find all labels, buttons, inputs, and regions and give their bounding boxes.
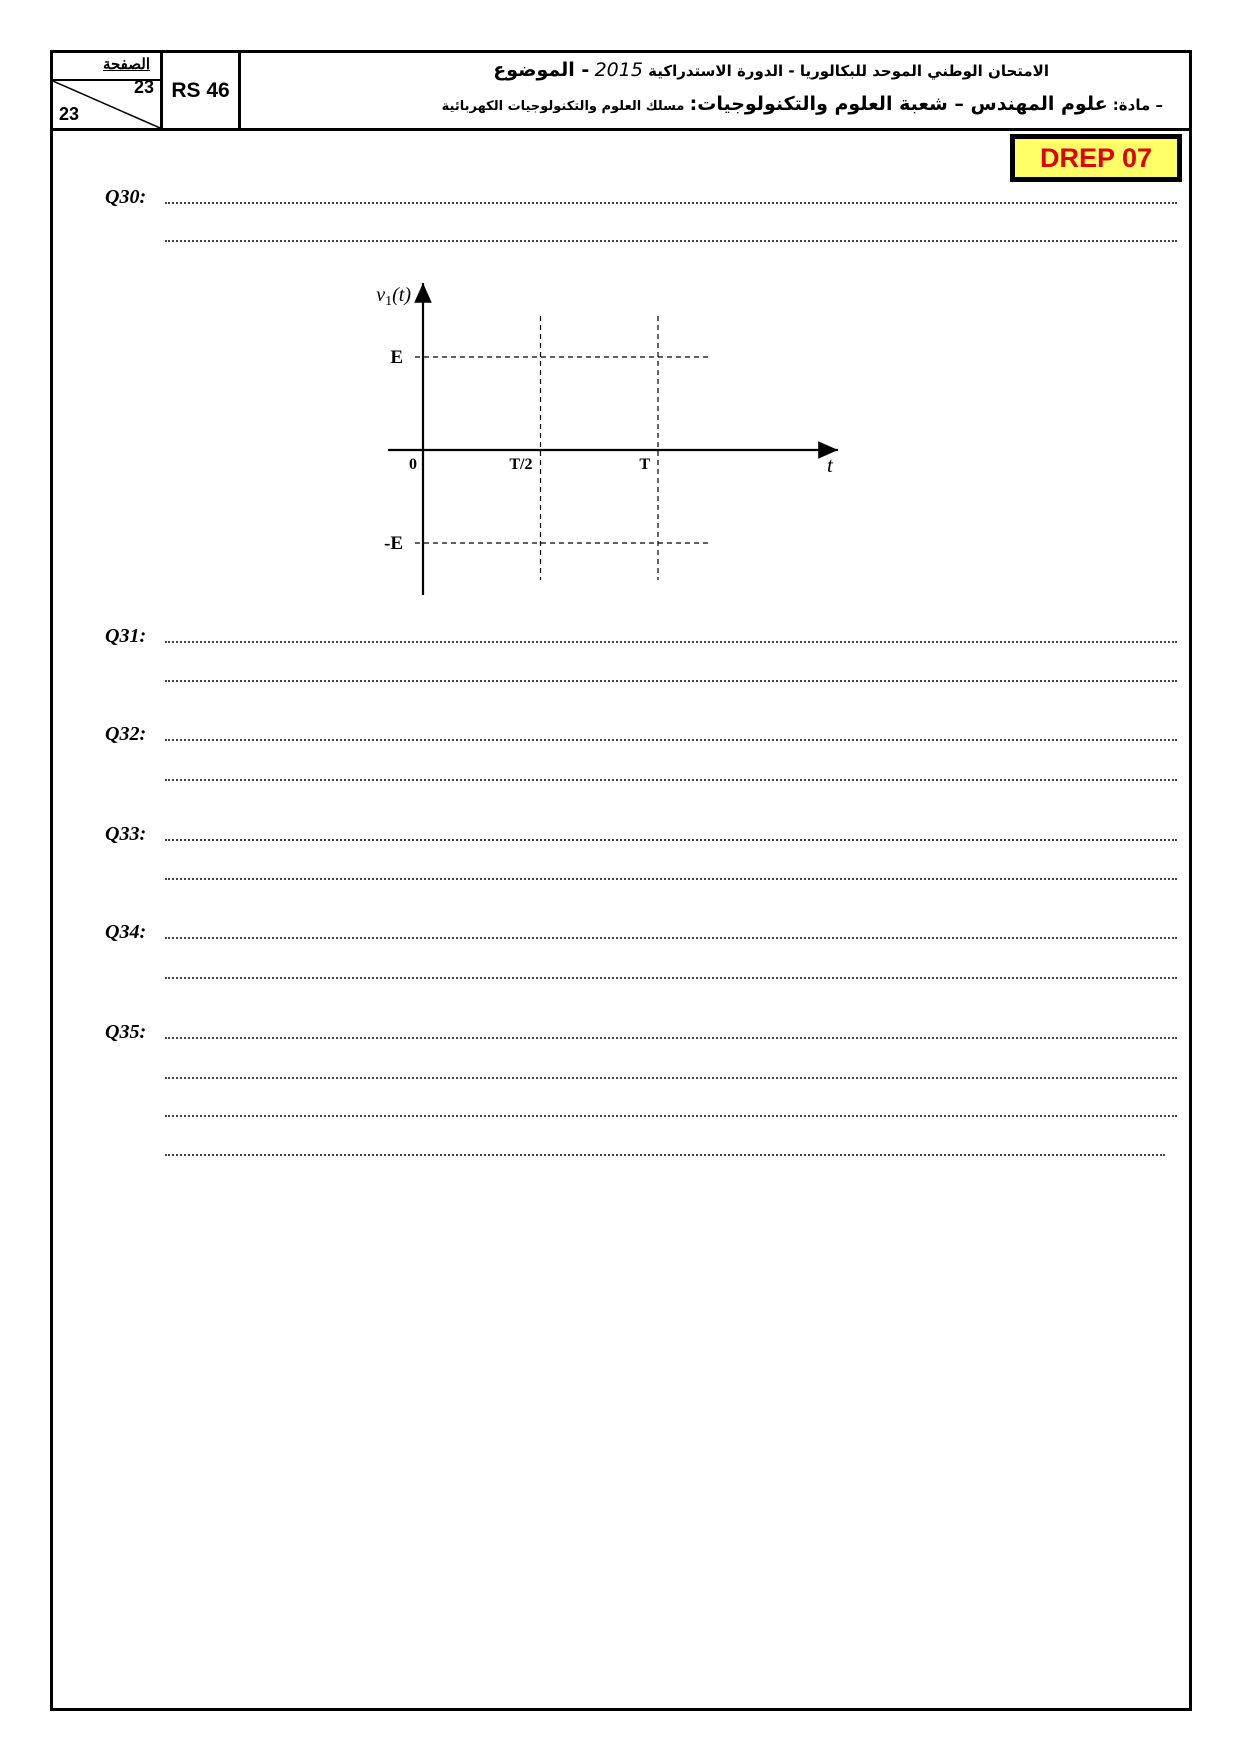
question-label-q32: Q32: bbox=[105, 723, 147, 745]
answer-line[interactable] bbox=[165, 877, 1177, 880]
answer-line[interactable] bbox=[165, 1114, 1177, 1117]
voltage-waveform-chart bbox=[53, 53, 1189, 1708]
subject-name: علوم المهندس – شعبة العلوم والتكنولوجيات: bbox=[689, 93, 1108, 115]
answer-line[interactable] bbox=[165, 1153, 1165, 1156]
x-axis-label: t bbox=[827, 453, 833, 477]
track-name: مسلك العلوم والتكنولوجيات الكهربائية bbox=[441, 99, 685, 114]
drep-label: DREP 07 bbox=[1013, 137, 1179, 179]
exam-code: RS 46 bbox=[163, 53, 241, 128]
page-frame bbox=[50, 50, 1192, 1711]
question-label-q30: Q30: bbox=[105, 186, 147, 208]
y-tick-label: E bbox=[390, 347, 403, 368]
page-current: 23 bbox=[133, 77, 154, 97]
x-tick-label: 0 bbox=[409, 456, 417, 473]
exam-title-prefix: الامتحان الوطني الموحد للبكالوريا - الدورة الاستدراكية bbox=[648, 62, 1049, 80]
answer-line[interactable] bbox=[165, 976, 1177, 979]
answer-line[interactable] bbox=[165, 738, 1177, 741]
answer-line[interactable] bbox=[165, 679, 1177, 682]
subject-prefix: – مادة: bbox=[1112, 96, 1163, 114]
y-axis-label: $v_1(t)$ bbox=[376, 284, 411, 309]
exam-year: 2015 bbox=[594, 59, 643, 81]
question-label-q33: Q33: bbox=[105, 823, 147, 845]
page-label: الصفحة bbox=[102, 56, 150, 73]
x-tick-label: T bbox=[639, 456, 650, 473]
page-total: 23 bbox=[59, 104, 80, 124]
answer-line[interactable] bbox=[165, 778, 1177, 781]
answer-line[interactable] bbox=[165, 936, 1177, 939]
answer-line[interactable] bbox=[165, 1076, 1177, 1079]
y-tick-label: -E bbox=[384, 533, 403, 554]
answer-line[interactable] bbox=[165, 838, 1177, 841]
exam-title-suffix: - الموضوع bbox=[493, 59, 590, 81]
answer-line[interactable] bbox=[165, 640, 1177, 643]
question-label-q35: Q35: bbox=[105, 1021, 147, 1043]
question-label-q31: Q31: bbox=[105, 625, 147, 647]
answer-line[interactable] bbox=[165, 1036, 1177, 1039]
question-label-q34: Q34: bbox=[105, 921, 147, 943]
x-tick-label: T/2 bbox=[509, 456, 533, 473]
